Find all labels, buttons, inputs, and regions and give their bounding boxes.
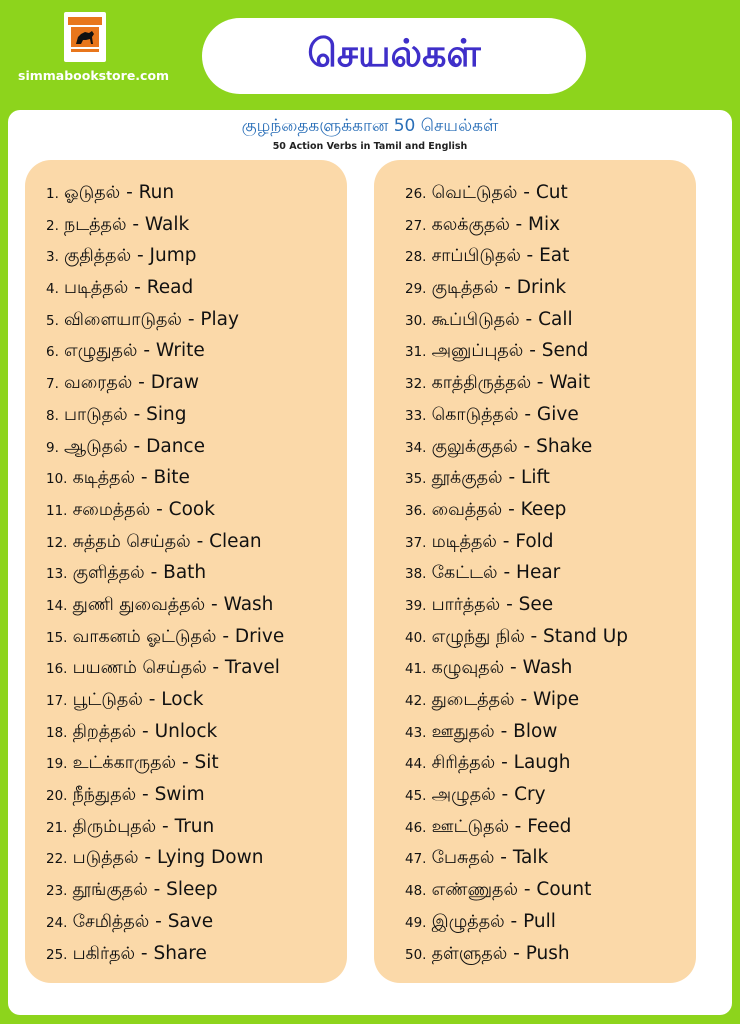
verb-tamil: எழுதுதல் xyxy=(63,341,138,362)
verb-number: 8. xyxy=(46,407,59,424)
verb-english: Cook xyxy=(168,498,215,520)
verb-english: Feed xyxy=(527,815,572,837)
verb-english: Shake xyxy=(536,435,593,457)
verb-tamil: சேமித்தல் xyxy=(72,911,150,932)
subtitle-tamil: குழந்தைகளுக்கான 50 செயல்கள் xyxy=(241,116,499,136)
verb-english: Lying Down xyxy=(156,847,264,869)
verb-english: Clean xyxy=(209,530,262,552)
title-banner xyxy=(202,18,586,94)
verb-english: Bath xyxy=(163,562,207,584)
verb-tamil: தூங்குதல் xyxy=(72,880,148,901)
verb-item xyxy=(374,621,696,653)
verb-tamil: பயணம் செய்தல் xyxy=(72,658,213,679)
verb-number: 20. xyxy=(46,788,68,805)
verb-item xyxy=(374,779,696,811)
verb-item xyxy=(374,589,696,621)
verb-english: Bite xyxy=(153,467,190,489)
verb-separator: - xyxy=(131,245,150,267)
verb-item xyxy=(25,716,347,748)
verb-tamil: திறத்தல் xyxy=(72,721,137,742)
verb-item xyxy=(25,874,347,906)
verb-number: 48. xyxy=(405,883,427,900)
verb-item xyxy=(25,494,347,526)
verb-english: Sit xyxy=(194,752,219,774)
verb-tamil: வாகனம் ஓட்டுதல் xyxy=(72,626,217,647)
verb-number: 18. xyxy=(46,724,68,741)
verb-number: 5. xyxy=(46,312,59,329)
verb-number: 31. xyxy=(405,344,427,361)
verb-tamil: பார்த்தல் xyxy=(431,594,501,615)
verb-english: Unlock xyxy=(154,720,218,742)
page-title: செயல்கள் xyxy=(307,31,481,75)
verb-english: Walk xyxy=(144,213,190,235)
verb-separator: - xyxy=(120,182,139,203)
verb-number: 35. xyxy=(405,471,427,488)
verb-tamil: நீந்துதல் xyxy=(72,785,137,806)
verb-number: 36. xyxy=(405,502,427,519)
verb-item xyxy=(374,652,696,684)
verb-number: 9. xyxy=(46,439,59,456)
verb-item xyxy=(25,209,347,241)
verb-number: 50. xyxy=(405,946,427,963)
verb-number: 14. xyxy=(46,597,68,614)
verb-number: 15. xyxy=(46,629,68,646)
verb-separator: - xyxy=(523,340,542,362)
verb-item xyxy=(25,462,347,494)
verb-separator: - xyxy=(135,942,154,964)
verb-english: Mix xyxy=(528,213,561,235)
verb-separator: - xyxy=(156,815,175,837)
verb-item xyxy=(374,177,696,209)
verb-english: Wait xyxy=(549,372,591,394)
verb-number: 27. xyxy=(405,217,427,234)
verb-english: Run xyxy=(138,182,175,203)
verb-number: 39. xyxy=(405,597,427,614)
verb-tamil: காத்திருத்தல் xyxy=(431,373,537,394)
verb-tamil: பகிர்தல் xyxy=(72,943,136,964)
verb-english: See xyxy=(518,593,554,615)
verb-item xyxy=(25,906,347,938)
verb-number: 30. xyxy=(405,312,427,329)
verb-separator: - xyxy=(138,847,157,869)
verb-number: 33. xyxy=(405,407,427,424)
verb-english: Call xyxy=(538,308,573,330)
verb-separator: - xyxy=(136,784,155,806)
verb-separator: - xyxy=(518,403,537,425)
store-logo xyxy=(64,12,106,62)
verb-separator: - xyxy=(128,277,147,299)
verb-item xyxy=(25,684,347,716)
verb-tamil: அழுதல் xyxy=(431,785,496,806)
verb-number: 1. xyxy=(46,186,59,202)
verb-tamil: துணி துவைத்தல் xyxy=(72,594,206,615)
verb-number: 21. xyxy=(46,819,68,836)
verb-english: Wash xyxy=(522,657,573,679)
verb-tamil: உட்க்காருதல் xyxy=(72,753,177,774)
verb-tamil: கொடுத்தல் xyxy=(431,404,519,425)
verb-tamil: பேசுதல் xyxy=(431,848,495,869)
verb-separator: - xyxy=(517,182,536,203)
verb-separator: - xyxy=(190,530,210,552)
verb-separator: - xyxy=(496,530,516,552)
verb-separator: - xyxy=(530,625,544,647)
verb-english: Sing xyxy=(146,403,187,425)
verb-separator: - xyxy=(127,435,147,457)
verb-number: 34. xyxy=(405,439,427,456)
verb-english: Talk xyxy=(512,847,549,869)
verb-item xyxy=(25,747,347,779)
verb-separator: - xyxy=(515,213,528,235)
verb-english: Wipe xyxy=(533,689,580,710)
verb-english: Stand Up xyxy=(543,625,629,647)
verb-english: Count xyxy=(536,879,592,901)
content-card xyxy=(8,110,732,1015)
verb-item xyxy=(374,747,696,779)
verb-separator: - xyxy=(136,720,155,742)
verb-item xyxy=(374,684,696,716)
verb-english: Save xyxy=(167,910,214,932)
verb-english: Jump xyxy=(149,245,197,267)
verb-number: 2. xyxy=(46,217,59,234)
verb-number: 29. xyxy=(405,281,427,298)
verb-separator: - xyxy=(181,308,201,330)
verb-english: Write xyxy=(155,340,205,362)
verb-english: Send xyxy=(541,340,589,362)
verb-separator: - xyxy=(519,308,539,330)
verb-english: Cry xyxy=(514,784,546,806)
verb-english: Hear xyxy=(516,562,561,584)
verb-tamil: விளையாடுதல் xyxy=(63,309,182,330)
verb-tamil: திரும்புதல் xyxy=(72,816,157,837)
verb-separator: - xyxy=(504,910,524,932)
verb-separator: - xyxy=(494,720,514,742)
verb-tamil: குளித்தல் xyxy=(72,563,145,584)
verb-separator: - xyxy=(144,562,164,584)
verb-number: 13. xyxy=(46,566,68,583)
verb-item xyxy=(25,842,347,874)
verb-separator: - xyxy=(176,752,195,774)
verb-number: 12. xyxy=(46,534,68,551)
verb-english: Drive xyxy=(234,625,285,647)
verb-number: 44. xyxy=(405,756,427,773)
verb-tamil: இழுத்தல் xyxy=(431,911,505,932)
verb-item xyxy=(374,335,696,367)
verb-english: Eat xyxy=(539,245,570,267)
verb-tamil: சிரித்தல் xyxy=(431,753,496,774)
verb-number: 32. xyxy=(405,376,427,393)
verb-item xyxy=(374,842,696,874)
verb-item xyxy=(25,272,347,304)
verb-english: Drink xyxy=(516,277,567,299)
verb-number: 17. xyxy=(46,693,68,709)
verb-english: Play xyxy=(200,308,239,330)
verb-tamil: நடத்தல் xyxy=(63,214,127,235)
verb-separator: - xyxy=(495,752,514,774)
verb-tamil: தூக்குதல் xyxy=(431,468,503,489)
verb-list-left xyxy=(25,177,347,969)
verb-separator: - xyxy=(507,942,526,964)
verb-number: 45. xyxy=(405,788,427,805)
verb-tamil: குதித்தல் xyxy=(63,246,132,267)
verb-separator: - xyxy=(212,657,225,679)
verb-number: 23. xyxy=(46,883,68,900)
verb-english: Draw xyxy=(150,372,200,394)
verb-number: 47. xyxy=(405,851,427,868)
verb-item xyxy=(374,906,696,938)
verb-item xyxy=(25,367,347,399)
verb-number: 24. xyxy=(46,914,68,931)
verb-english: Cut xyxy=(535,182,568,203)
verb-tamil: படுத்தல் xyxy=(72,848,139,869)
verb-tamil: படித்தல் xyxy=(63,278,129,299)
verb-item xyxy=(374,272,696,304)
verb-number: 38. xyxy=(405,566,427,583)
verb-separator: - xyxy=(142,689,162,710)
verb-item xyxy=(25,399,347,431)
verb-english: Push xyxy=(525,942,570,964)
verb-separator: - xyxy=(504,657,523,679)
verb-item xyxy=(374,367,696,399)
verb-english: Give xyxy=(536,403,579,425)
verb-number: 16. xyxy=(46,661,68,678)
verb-item xyxy=(25,177,347,209)
lion-book-logo-icon xyxy=(68,17,102,57)
verb-tamil: அனுப்புதல் xyxy=(431,341,524,362)
verb-english: Trun xyxy=(174,815,215,837)
verb-tamil: தள்ளுதல் xyxy=(431,943,508,964)
verb-item xyxy=(374,811,696,843)
verb-separator: - xyxy=(495,784,515,806)
verb-number: 28. xyxy=(405,249,427,266)
verb-separator: - xyxy=(150,498,169,520)
verb-number: 3. xyxy=(46,249,59,266)
verb-number: 26. xyxy=(405,186,427,202)
verb-english: Lift xyxy=(521,467,550,489)
verb-tamil: கழுவுதல் xyxy=(431,658,505,679)
verb-tamil: கூப்பிடுதல் xyxy=(431,309,520,330)
verb-english: Laugh xyxy=(513,752,571,774)
verb-tamil: மடித்தல் xyxy=(431,531,497,552)
verb-separator: - xyxy=(126,213,145,235)
verb-english: Pull xyxy=(523,910,556,932)
verb-separator: - xyxy=(498,277,517,299)
verb-separator: - xyxy=(500,593,519,615)
verb-item xyxy=(374,209,696,241)
verb-item xyxy=(25,526,347,558)
verb-english: Wash xyxy=(223,593,274,615)
verb-item xyxy=(25,335,347,367)
verb-number: 37. xyxy=(405,534,427,551)
verb-tamil: கலக்குதல் xyxy=(431,214,516,235)
verb-item xyxy=(374,304,696,336)
verb-english: Dance xyxy=(146,435,205,457)
verb-panel-right xyxy=(374,160,696,983)
verb-tamil: ஆடுதல் xyxy=(63,436,128,457)
verb-english: Read xyxy=(146,277,194,299)
verb-tamil: பாடுதல் xyxy=(63,404,128,425)
verb-item xyxy=(25,304,347,336)
verb-tamil: வெட்டுதல் xyxy=(431,183,518,203)
verb-separator: - xyxy=(216,625,235,647)
verb-tamil: கடித்தல் xyxy=(72,468,136,489)
verb-item xyxy=(25,779,347,811)
verb-separator: - xyxy=(536,372,550,394)
verb-item xyxy=(374,399,696,431)
verb-item xyxy=(374,938,696,970)
verb-tamil: கேட்டல் xyxy=(431,563,498,584)
verb-tamil: துடைத்தல் xyxy=(431,690,515,710)
verb-number: 6. xyxy=(46,344,59,361)
verb-tamil: குலுக்குதல் xyxy=(431,436,518,457)
verb-item xyxy=(374,431,696,463)
verb-item xyxy=(25,652,347,684)
verb-separator: - xyxy=(127,403,147,425)
verb-item xyxy=(374,494,696,526)
verb-tamil: குடித்தல் xyxy=(431,278,499,299)
verb-separator: - xyxy=(137,340,156,362)
verb-number: 25. xyxy=(46,946,68,963)
verb-number: 43. xyxy=(405,724,427,741)
verb-english: Swim xyxy=(154,784,205,806)
verb-number: 42. xyxy=(405,693,427,709)
verb-separator: - xyxy=(517,879,537,901)
verb-separator: - xyxy=(502,498,521,520)
verb-tamil: ஊட்டுதல் xyxy=(431,816,515,837)
verb-number: 4. xyxy=(46,281,59,298)
verb-item xyxy=(25,621,347,653)
verb-item xyxy=(374,557,696,589)
verb-english: Share xyxy=(153,942,207,964)
website-name: simmabookstore.com xyxy=(18,68,170,83)
verb-item xyxy=(374,240,696,272)
verb-number: 19. xyxy=(46,756,68,773)
verb-tamil: ஓடுதல் xyxy=(63,183,121,203)
verb-item xyxy=(25,589,347,621)
verb-item xyxy=(25,938,347,970)
verb-separator: - xyxy=(494,847,513,869)
verb-item xyxy=(25,811,347,843)
subtitle-english: 50 Action Verbs in Tamil and English xyxy=(272,141,468,152)
verb-tamil: ஊதுதல் xyxy=(431,721,495,742)
verb-item xyxy=(374,716,696,748)
verb-number: 41. xyxy=(405,661,427,678)
verb-number: 40. xyxy=(405,629,427,646)
verb-english: Travel xyxy=(224,657,280,679)
verb-separator: - xyxy=(147,879,167,901)
verb-separator: - xyxy=(205,593,224,615)
verb-tamil: பூட்டுதல் xyxy=(72,690,143,710)
verb-tamil: சமைத்தல் xyxy=(72,499,151,520)
verb-item xyxy=(374,526,696,558)
verb-item xyxy=(374,874,696,906)
verb-separator: - xyxy=(135,467,154,489)
verb-english: Lock xyxy=(161,689,204,710)
verb-english: Fold xyxy=(515,530,554,552)
verb-english: Blow xyxy=(513,720,558,742)
verb-item xyxy=(374,462,696,494)
verb-number: 10. xyxy=(46,471,68,488)
verb-separator: - xyxy=(526,245,540,267)
verb-tamil: எழுந்து நில் xyxy=(431,626,531,647)
verb-english: Sleep xyxy=(166,879,218,901)
verb-tamil: சுத்தம் செய்தல் xyxy=(72,531,191,552)
verb-number: 7. xyxy=(46,376,59,393)
verb-number: 11. xyxy=(46,502,68,519)
verb-number: 49. xyxy=(405,914,427,931)
verb-separator: - xyxy=(132,372,151,394)
verb-item xyxy=(25,240,347,272)
verb-english: Keep xyxy=(520,498,567,520)
verb-separator: - xyxy=(517,435,537,457)
verb-tamil: வரைதல் xyxy=(63,373,133,394)
verb-number: 46. xyxy=(405,819,427,836)
verb-number: 22. xyxy=(46,851,68,868)
verb-separator: - xyxy=(514,689,534,710)
verb-separator: - xyxy=(149,910,168,932)
verb-separator: - xyxy=(514,815,528,837)
verb-separator: - xyxy=(502,467,522,489)
verb-panel-left xyxy=(25,160,347,983)
verb-list-right xyxy=(374,177,696,969)
verb-tamil: வைத்தல் xyxy=(431,499,503,520)
verb-tamil: சாப்பிடுதல் xyxy=(431,246,527,267)
verb-separator: - xyxy=(497,562,517,584)
verb-item xyxy=(25,431,347,463)
verb-tamil: எண்ணுதல் xyxy=(431,880,518,901)
verb-item xyxy=(25,557,347,589)
